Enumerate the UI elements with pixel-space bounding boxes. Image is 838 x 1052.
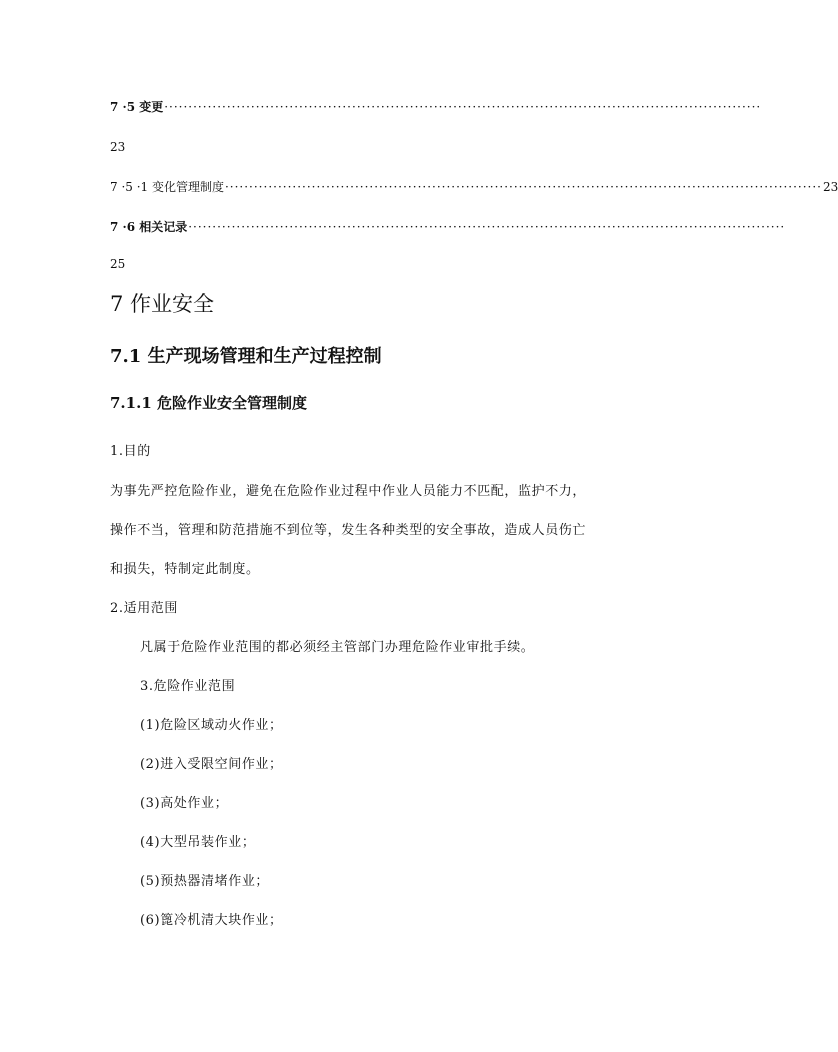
range-heading: 3.危险作业范围 <box>140 679 236 694</box>
toc-entry[interactable] <box>110 178 838 195</box>
list-item: (3)高处作业； <box>140 796 229 811</box>
toc-page-number: 23 <box>110 140 126 154</box>
list-item: (4)大型吊装作业； <box>140 835 256 850</box>
paragraph-line: 和损失，特制定此制度。 <box>110 562 260 577</box>
list-item: (2)进入受限空间作业； <box>140 757 283 772</box>
toc-leader-dots: ···························································································································· <box>164 100 762 114</box>
list-item: (1)危险区域动火作业； <box>140 718 283 733</box>
paragraph-line: 操作不当，管理和防范措施不到位等，发生各种类型的安全事故，造成人员伤亡 <box>110 523 587 538</box>
purpose-heading: 1.目的 <box>110 444 151 459</box>
toc-page-number: 23 <box>822 180 838 194</box>
subsection-title: 7.1.1 危险作业安全管理制度 <box>110 394 307 412</box>
paragraph-line: 为事先严控危险作业，避免在危险作业过程中作业人员能力不匹配，监护不力， <box>110 484 587 499</box>
toc-entry-label: 7 ·5 ·1 变化管理制度 <box>110 180 224 194</box>
section-title: 7.1 生产现场管理和生产过程控制 <box>110 346 382 367</box>
toc-entry-label: 7 ·5 变更 <box>110 100 164 114</box>
toc-leader-dots: ···························································································································· <box>224 180 822 194</box>
toc-entry-label: 7 ·6 相关记录 <box>110 220 188 234</box>
toc-page-number: 25 <box>110 257 126 271</box>
scope-text: 凡属于危险作业范围的都必须经主管部门办理危险作业审批手续。 <box>140 640 535 655</box>
toc-entry[interactable] <box>110 218 786 235</box>
list-item: (6)篦冷机清大块作业； <box>140 913 283 928</box>
chapter-title: 7 作业安全 <box>110 292 215 316</box>
toc-leader-dots: ···························································································································· <box>188 220 786 234</box>
list-item: (5)预热器清堵作业； <box>140 874 270 889</box>
toc-entry[interactable] <box>110 98 762 115</box>
scope-heading: 2.适用范围 <box>110 601 179 616</box>
